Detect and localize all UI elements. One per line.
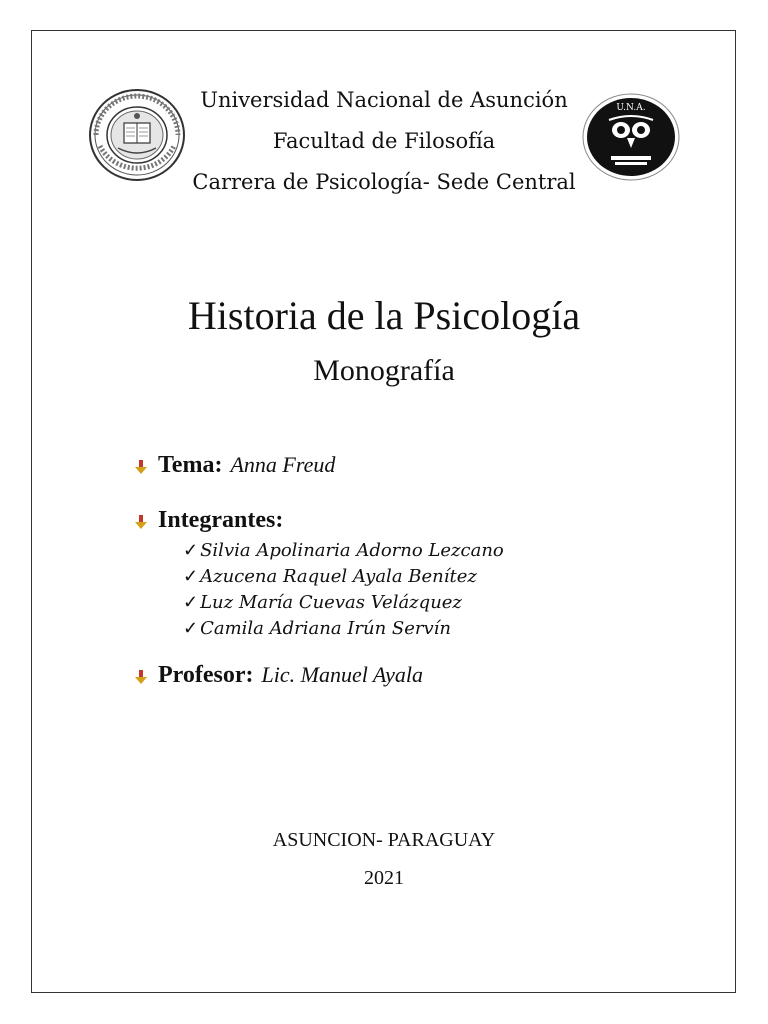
checkmark-icon: ✓	[183, 592, 199, 613]
profesor-row	[134, 662, 423, 689]
list-item	[183, 564, 504, 590]
member-name: Luz María Cuevas Velázquez	[200, 592, 462, 613]
checkmark-icon: ✓	[183, 540, 199, 561]
career-name: Carrera de Psicología- Sede Central	[192, 170, 576, 194]
place-text: ASUNCION- PARAGUAY	[272, 829, 496, 851]
checkmark-icon: ✓	[183, 566, 199, 587]
arrow-bullet-icon	[134, 460, 148, 474]
year-text: 2021	[364, 867, 404, 889]
members-list	[183, 538, 504, 642]
list-item	[183, 538, 504, 564]
tema-value: Anna Freud	[230, 452, 336, 477]
member-name: Azucena Raquel Ayala Benítez	[200, 566, 477, 587]
integrantes-row	[134, 507, 283, 534]
document-title: Historia de la Psicología	[187, 293, 581, 338]
svg-text:U.N.A.: U.N.A.	[616, 103, 646, 113]
tema-row	[134, 452, 335, 479]
arrow-bullet-icon	[134, 515, 148, 529]
document-subtitle: Monografía	[313, 354, 455, 387]
list-item	[183, 590, 504, 616]
tema-label: Tema:	[158, 452, 223, 478]
list-item	[183, 616, 504, 642]
member-name: Camila Adriana Irún Servín	[200, 618, 452, 639]
checkmark-icon: ✓	[183, 618, 199, 639]
profesor-label: Profesor:	[158, 662, 254, 688]
member-name: Silvia Apolinaria Adorno Lezcano	[200, 540, 504, 561]
arrow-bullet-icon	[134, 670, 148, 684]
faculty-name: Facultad de Filosofía	[272, 129, 496, 153]
university-name: Universidad Nacional de Asunción	[200, 88, 568, 112]
profesor-value: Lic. Manuel Ayala	[261, 662, 424, 687]
integrantes-label: Integrantes:	[158, 507, 284, 533]
